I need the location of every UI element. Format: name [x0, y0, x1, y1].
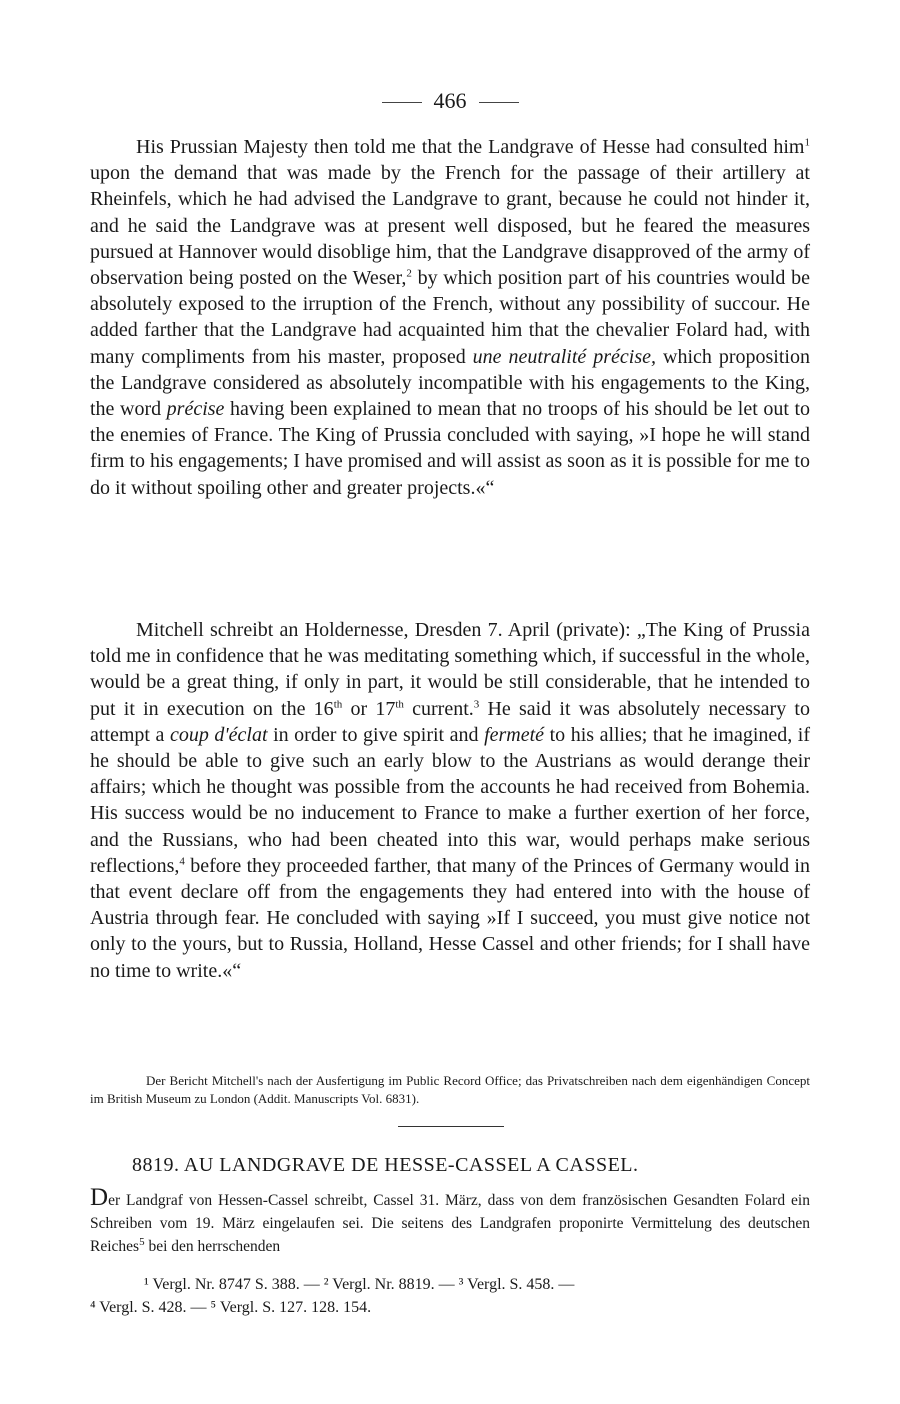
footnote-ref: 1 — [804, 136, 810, 149]
para2-text: to his allies; that he imagined, if he should be able to give such an early blow to the Austrians as would derange their affairs; which he thought was possible from the accounts he had received from Bohemia. His success would be no inducement to France to make a further exertion of her force, and the Russians, who had been cheated into this war, would perhaps make serious reflections, — [90, 723, 811, 877]
quote-paragraph-1 — [90, 134, 810, 501]
para2-text: before they proceeded farther, that many of the Princes of Germany would in that event declare off from the engagements they had entered into with the house of Austria through fear. He concluded with saying »If I succeed, you must give notice not only to the yours, but to Russia, Holland, Hesse Cassel and other friends; for I shall have no time to write.«“ — [90, 854, 810, 982]
para2-text: He said it was absolutely necessary to attempt a — [90, 697, 810, 746]
para2-text: Mitchell schreibt an Holdernesse, Dresden 7. April (private): „The King of Prussia told me in confidence that he was meditating something which, if successful in the whole, would be a great thing, if only in part, it would be still considerable, that he intended to put it in execution on the 16 — [90, 619, 810, 720]
page-number-dash-right — [479, 102, 519, 103]
italic-phrase: coup d'éclat — [169, 723, 268, 746]
ordinal-suffix: th — [395, 697, 404, 710]
footnote-ref: 5 — [139, 1235, 145, 1248]
footnote-line: ¹ Vergl. Nr. 8747 S. 388. — ² Vergl. Nr. 8819. — ³ Vergl. S. 458. — — [144, 1276, 575, 1293]
intro-text: bei den herrschenden — [144, 1238, 281, 1255]
drop-capital: D — [90, 1184, 109, 1211]
intro-paragraph — [90, 1186, 810, 1258]
section-heading: 8819. AU LANDGRAVE DE HESSE-CASSEL A CASSEL. — [132, 1154, 639, 1176]
page-number — [0, 88, 900, 114]
page-number-dash-left — [382, 102, 422, 103]
quote-paragraph-2 — [90, 617, 810, 984]
para2-text: or 17 — [342, 697, 396, 720]
para1-text: upon the demand that was made by the French for the passage of their artillery at Rheinfels, which he had advised the Landgrave to grant, because he could not hinder it, and he said the Landgrave was at present well disposed, but he feared the measures pursued at Hannover would disoblige him, that the Landgrave disapproved of the army of observation being posted on the Weser, — [90, 162, 810, 290]
italic-phrase: précise — [166, 398, 225, 421]
footnote-ref: 3 — [473, 697, 480, 710]
ordinal-suffix: th — [333, 697, 343, 710]
para1-text: by which position part of his countries would be absolutely exposed to the irruption of the French, without any possibility of succour. He added farther that the Landgrave had acquainted him that the chevalier Folard had, with many compliments from his master, proposed — [90, 267, 810, 368]
footnote-ref: 2 — [406, 267, 412, 280]
para2-text: current. — [403, 697, 474, 720]
italic-phrase: fermeté — [484, 723, 545, 746]
footnote-ref: 4 — [179, 855, 185, 868]
para1-text: having been explained to mean that no troops of his should be let out to the enemies of France. The King of Prussia concluded with saying, »I hope he will stand firm to his engagements; I have promised and will assist as soon as it is possible for me to do it without spoiling other and greater projects.«“ — [90, 398, 810, 499]
para1-text: His Prussian Majesty then told me that the Landgrave of Hesse had consulted him — [136, 136, 805, 158]
para2-text: in order to give spirit and — [267, 723, 485, 746]
source-note: Der Bericht Mitchell's nach der Ausfertigung im Public Record Office; das Privatschreiben nach dem eigenhändigen Concept im British Museum zu London (Addit. Manuscripts Vol. 6831). — [90, 1073, 810, 1106]
italic-phrase: une neutralité précise, — [472, 345, 657, 368]
para1-text: which proposition the Landgrave considered as absolutely incompatible with his engagements to the King, the word — [90, 345, 810, 421]
page-number-text: 466 — [433, 88, 467, 113]
section-divider — [398, 1126, 504, 1127]
intro-text: er Landgraf von Hessen-Cassel schreibt, Cassel 31. März, dass von dem französischen Gesandten Folard ein Schreiben vom 19. März eingelaufen sei. Die seitens des Landgrafen proponirte Vermittelung des deutschen Reiches — [90, 1192, 810, 1255]
footnote-line: ⁴ Vergl. S. 428. — ⁵ Vergl. S. 127. 128. 154. — [90, 1299, 372, 1316]
